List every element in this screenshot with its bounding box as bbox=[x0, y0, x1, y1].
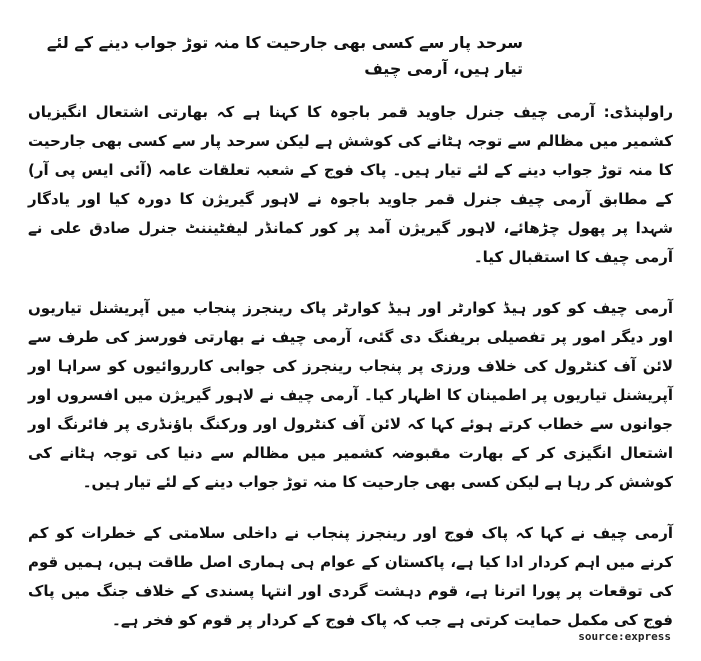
article-paragraph-2: آرمی چیف کو کور ہیڈ کوارٹر اور ہیڈ کوارٹر پاک رینجرز پنجاب میں آپریشنل تیاریوں اور دیگر امور پر تفصیلی بریفنگ دی گئی، آرمی چیف نے بھارتی فورسز کی طرف سے لائن آف کنٹرول کی خلاف ورزی پر پنجاب رینجرز کی جوابی کارروائیوں کو سراہا اور آپریشنل تیاریوں پر اطمینان کا اظہار کیا۔ آرمی چیف نے لاہور گیریژن میں افسروں اور جوانوں سے خطاب کرتے ہوئے کہا کہ لائن آف کنٹرول اور ورکنگ باؤنڈری پر فائرنگ اور اشتعال انگیزی کر کے بھارت مقبوضہ کشمیر میں مظالم سے دنیا کی توجہ ہٹانے کی کوشش کر رہا ہے لیکن کسی بھی جارحیت کا منہ توڑ جواب دینے کے لئے تیار ہیں۔ bbox=[28, 299, 673, 491]
source-credit: source:express bbox=[578, 630, 671, 643]
article-paragraph-3: آرمی چیف نے کہا کہ پاک فوج اور رینجرز پنجاب نے داخلی سلامتی کے خطرات کو کم کرنے میں اہم کردار ادا کیا ہے، پاکستان کے عوام ہی ہماری اصل طاقت ہیں، ہمیں قوم کی توقعات پر پورا اترنا ہے، قوم دہشت گردی اور انتہا پسندی کے خلاف جنگ میں پاک فوج کی مکمل حمایت کرتی ہے جب کہ پاک فوج کے کردار پر قوم کو فخر ہے۔ bbox=[28, 524, 673, 629]
article-headline: سرحد پار سے کسی بھی جارحیت کا منہ توڑ جواب دینے کے لئے تیار ہیں، آرمی چیف bbox=[46, 33, 523, 78]
article-paragraph-1: راولپنڈی: آرمی چیف جنرل جاوید قمر باجوہ کا کہنا ہے کہ بھارتی اشتعال انگیزیاں کشمیر میں مظالم سے توجہ ہٹانے کی کوشش ہے لیکن سرحد پار سے کسی بھی جارحیت کا منہ توڑ جواب دینے کے لئے تیار ہیں۔ پاک فوج کے شعبہ تعلقات عامہ (آئی ایس پی آر) کے مطابق آرمی چیف جنرل قمر جاوید باجوہ نے لاہور گیریژن کا دورہ کیا اور یادگار شہدا پر پھول چڑھائے، لاہور گیریژن آمد پر کور کمانڈر لیفٹیننٹ جنرل صادق علی نے آرمی چیف کا استقبال کیا۔ bbox=[28, 103, 673, 266]
